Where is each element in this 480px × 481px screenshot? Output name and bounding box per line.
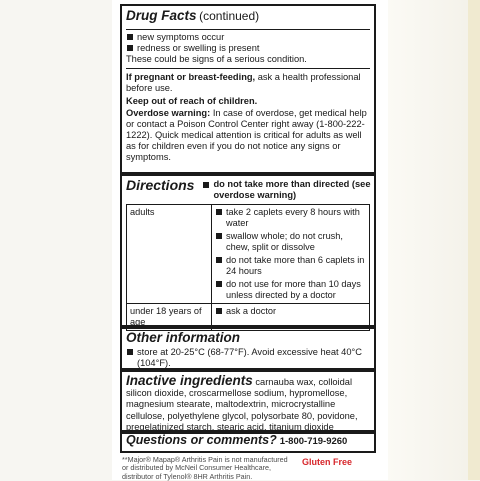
- section-rule: [122, 368, 374, 372]
- bullet-square-icon: [216, 233, 222, 239]
- bullet-square-icon: [127, 349, 133, 355]
- section-title: [126, 8, 372, 23]
- package-edge: [468, 0, 480, 480]
- age-cell: adults: [127, 205, 212, 304]
- list-item: store at 20-25°C (68-77°F). Avoid excessive heat 40°C (104°F).: [126, 347, 372, 369]
- list-item: swallow whole; do not crush, chew, split or dissolve: [215, 231, 366, 253]
- continued-label: (continued): [199, 9, 260, 23]
- serious-condition-note: These could be signs of a serious condition.: [126, 54, 307, 65]
- drug-facts-panel: [120, 4, 376, 453]
- questions-section: [126, 435, 372, 447]
- other-information-title: Other information: [126, 330, 240, 345]
- stop-use-list: [126, 32, 372, 66]
- inactive-ingredients-section: [126, 373, 372, 433]
- divider: [126, 68, 370, 69]
- bullet-square-icon: [127, 45, 133, 51]
- bullet-square-icon: [216, 308, 222, 314]
- list-item: ask a doctor: [215, 306, 366, 317]
- inactive-ingredients-title: Inactive ingredients: [126, 373, 253, 388]
- pregnancy-warning: If pregnant or breast-feeding, ask a health professional before use.: [126, 72, 361, 94]
- overdose-warning: Overdose warning: In case of overdose, get medical help or contact a Poison Control Center right away (1-800-222-1222). Quick medical attention is critical for adults as well as for children even if you do not notice any signs or symptoms.: [126, 107, 367, 163]
- drug-facts-continued-section: [126, 8, 372, 23]
- directions-section: [126, 178, 372, 331]
- bullet-square-icon: [216, 281, 222, 287]
- questions-label: Questions or comments?: [126, 433, 277, 447]
- directions-title: Directions: [126, 177, 195, 193]
- bullet-square-icon: [216, 257, 222, 263]
- keep-out-of-reach: Keep out of reach of children.: [126, 96, 258, 107]
- dosage-table: [126, 204, 370, 331]
- bullet-square-icon: [127, 34, 133, 40]
- dose-cell: [212, 205, 370, 304]
- inactive-ingredients-text: carnauba wax, colloidal silicon dioxide, croscarmellose sodium, hypromellose, magnesium stearate, maltodextrin, microcrystalline cellulose, polyethylene glycol, polysorbate 80, povidone, pregelatinized starch, stearic acid, titanium dioxide: [126, 377, 358, 432]
- package-side: [388, 0, 468, 480]
- section-rule: [122, 325, 374, 329]
- drug-facts-title: Drug Facts: [126, 8, 197, 23]
- gluten-free-badge: Gluten Free: [302, 457, 353, 467]
- list-item: take 2 caplets every 8 hours with water: [215, 207, 366, 229]
- directions-header: [126, 178, 372, 201]
- table-row: [127, 205, 370, 304]
- divider: [126, 29, 370, 30]
- bullet-square-icon: [203, 182, 209, 188]
- section-rule: [122, 172, 374, 176]
- list-item: redness or swelling is present: [126, 43, 372, 54]
- phone-number: 1-800-719-9260: [279, 436, 348, 447]
- warnings-section: [126, 72, 372, 164]
- bullet-square-icon: [216, 209, 222, 215]
- other-information-section: [126, 330, 372, 369]
- directions-lead: do not take more than directed (see overdose warning): [213, 179, 371, 201]
- list-item: do not use for more than 10 days unless directed by a doctor: [215, 279, 366, 301]
- footnote: **Major® Mapap® Arthritis Pain is not manufactured or distributed by McNeil Consumer Healthcare, distributor of Tylenol® 8HR Arthritis Pain.: [122, 455, 288, 481]
- list-item: do not take more than 6 caplets in 24 hours: [215, 255, 366, 277]
- list-item: new symptoms occur: [126, 32, 372, 43]
- age-cell: under 18 years of age: [127, 304, 212, 331]
